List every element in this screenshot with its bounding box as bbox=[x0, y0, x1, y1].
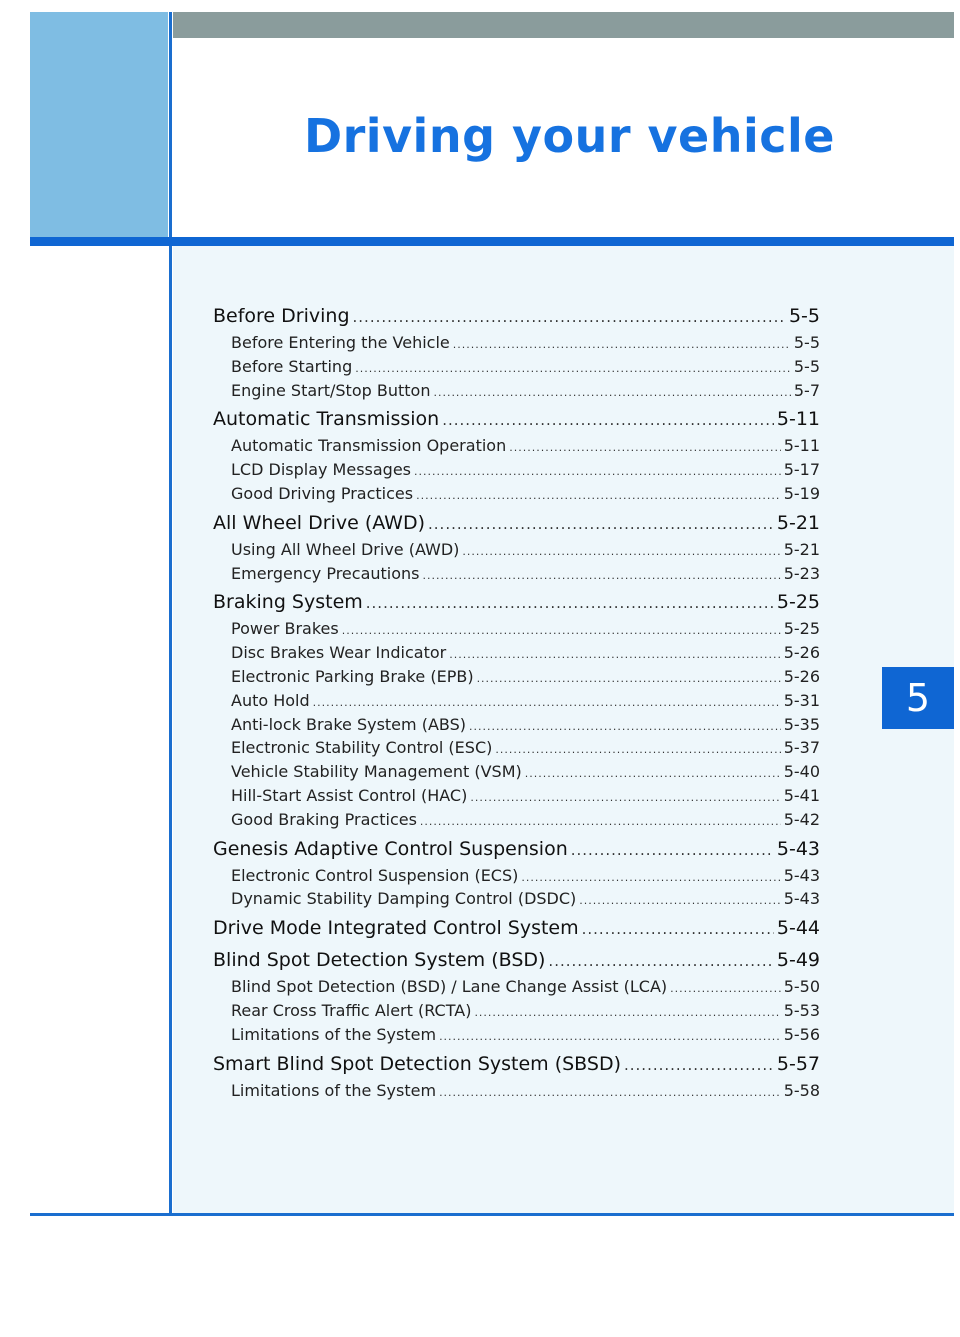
toc-leader-dots bbox=[439, 1025, 781, 1047]
toc-item-entry[interactable] bbox=[213, 736, 820, 760]
toc-leader-dots bbox=[462, 540, 780, 562]
toc-item-entry[interactable] bbox=[213, 562, 820, 586]
toc-item-title: Hill-Start Assist Control (HAC) bbox=[231, 785, 468, 805]
vertical-divider bbox=[169, 12, 172, 1215]
toc-leader-dots bbox=[474, 1001, 780, 1023]
toc-item-entry[interactable] bbox=[213, 760, 820, 784]
toc-section-title: Genesis Adaptive Control Suspension bbox=[213, 837, 568, 860]
toc-item-page: 5-40 bbox=[783, 762, 820, 782]
toc-item-entry[interactable] bbox=[213, 864, 820, 888]
toc-item-title: Before Starting bbox=[231, 356, 353, 376]
toc-section bbox=[213, 945, 820, 1046]
toc-leader-dots bbox=[449, 643, 780, 665]
toc-section-entry[interactable] bbox=[213, 404, 820, 434]
toc-item-title: Vehicle Stability Management (VSM) bbox=[231, 762, 522, 782]
header-gray-bar bbox=[173, 12, 954, 38]
toc-item-page: 5-26 bbox=[783, 666, 820, 686]
toc-item-title: Good Braking Practices bbox=[231, 809, 417, 829]
toc-leader-dots bbox=[366, 588, 774, 617]
toc-item-entry[interactable] bbox=[213, 999, 820, 1023]
toc-leader-dots bbox=[521, 866, 780, 888]
toc-section bbox=[213, 301, 820, 402]
toc-item-page: 5-5 bbox=[793, 356, 820, 376]
toc-item-page: 5-37 bbox=[783, 738, 820, 758]
toc-section bbox=[213, 913, 820, 943]
toc-item-page: 5-43 bbox=[783, 865, 820, 885]
toc-item-page: 5-56 bbox=[783, 1024, 820, 1044]
toc-item-entry[interactable] bbox=[213, 482, 820, 506]
toc-item-page: 5-43 bbox=[783, 889, 820, 909]
toc-item-title: Power Brakes bbox=[231, 619, 339, 639]
toc-section-entry[interactable] bbox=[213, 587, 820, 617]
side-color-block bbox=[30, 12, 168, 238]
toc-section-entry[interactable] bbox=[213, 508, 820, 538]
toc-section-title: All Wheel Drive (AWD) bbox=[213, 511, 426, 534]
toc-section bbox=[213, 587, 820, 831]
toc-leader-dots bbox=[469, 715, 781, 737]
toc-leader-dots bbox=[579, 889, 780, 911]
toc-item-title: LCD Display Messages bbox=[231, 460, 412, 480]
toc-section-page: 5-57 bbox=[776, 1052, 820, 1075]
toc-leader-dots bbox=[313, 691, 781, 713]
toc-section-page: 5-43 bbox=[776, 837, 820, 860]
toc-leader-dots bbox=[582, 914, 774, 943]
toc-leader-dots bbox=[416, 484, 781, 506]
toc-item-title: Automatic Transmission Operation bbox=[231, 436, 507, 456]
toc-section-entry[interactable] bbox=[213, 834, 820, 864]
toc-section-page: 5-5 bbox=[788, 305, 820, 327]
toc-section-title: Before Driving bbox=[213, 305, 350, 327]
toc-section-entry[interactable] bbox=[213, 301, 820, 331]
toc-item-title: Auto Hold bbox=[231, 690, 310, 710]
toc-leader-dots bbox=[670, 977, 781, 999]
toc-leader-dots bbox=[433, 381, 790, 403]
toc-leader-dots bbox=[420, 810, 781, 832]
toc-section-page: 5-44 bbox=[776, 917, 820, 940]
chapter-tab[interactable] bbox=[882, 667, 954, 729]
toc-item-page: 5-23 bbox=[783, 563, 820, 583]
toc-section-page: 5-21 bbox=[776, 511, 820, 534]
toc-section-title: Drive Mode Integrated Control System bbox=[213, 917, 579, 940]
toc-leader-dots bbox=[439, 1081, 781, 1103]
toc-item-entry[interactable] bbox=[213, 713, 820, 737]
toc-item-entry[interactable] bbox=[213, 355, 820, 379]
toc-item-entry[interactable] bbox=[213, 887, 820, 911]
toc-item-entry[interactable] bbox=[213, 538, 820, 562]
table-of-contents bbox=[213, 301, 820, 1104]
toc-section-title: Automatic Transmission bbox=[213, 408, 440, 431]
toc-leader-dots bbox=[509, 436, 780, 458]
toc-item-title: Disc Brakes Wear Indicator bbox=[231, 643, 447, 663]
toc-item-page: 5-17 bbox=[783, 460, 820, 480]
toc-leader-dots bbox=[470, 786, 780, 808]
toc-item-title: Limitations of the System bbox=[231, 1080, 437, 1100]
toc-item-page: 5-19 bbox=[783, 483, 820, 503]
toc-item-page: 5-5 bbox=[793, 333, 820, 352]
toc-item-entry[interactable] bbox=[213, 331, 820, 355]
toc-leader-dots bbox=[342, 619, 781, 641]
toc-section-title: Braking System bbox=[213, 591, 363, 614]
toc-section-entry[interactable] bbox=[213, 913, 820, 943]
toc-item-page: 5-53 bbox=[783, 1000, 820, 1020]
toc-leader-dots bbox=[442, 405, 774, 434]
toc-leader-dots bbox=[453, 333, 791, 355]
chapter-title: Driving your vehicle bbox=[303, 109, 835, 163]
toc-section bbox=[213, 834, 820, 912]
toc-item-title: Rear Cross Traffic Alert (RCTA) bbox=[231, 1000, 472, 1020]
toc-leader-dots bbox=[548, 946, 773, 975]
toc-section bbox=[213, 1049, 820, 1103]
header-blue-band bbox=[30, 237, 954, 246]
toc-item-title: Using All Wheel Drive (AWD) bbox=[231, 539, 460, 559]
toc-item-title: Before Entering the Vehicle bbox=[231, 333, 450, 352]
toc-item-title: Electronic Control Suspension (ECS) bbox=[231, 865, 519, 885]
toc-section bbox=[213, 508, 820, 586]
toc-item-title: Emergency Precautions bbox=[231, 563, 420, 583]
toc-section-page: 5-11 bbox=[776, 408, 820, 431]
toc-item-title: Anti-lock Brake System (ABS) bbox=[231, 714, 466, 734]
toc-leader-dots bbox=[624, 1050, 774, 1079]
toc-item-entry[interactable] bbox=[213, 458, 820, 482]
toc-item-page: 5-50 bbox=[783, 977, 820, 997]
toc-item-title: Electronic Stability Control (ESC) bbox=[231, 738, 493, 758]
toc-item-title: Engine Start/Stop Button bbox=[231, 380, 431, 400]
toc-item-title: Limitations of the System bbox=[231, 1024, 437, 1044]
toc-section-entry[interactable] bbox=[213, 1049, 820, 1079]
toc-section bbox=[213, 404, 820, 505]
toc-item-entry[interactable] bbox=[213, 1079, 820, 1103]
toc-section-entry[interactable] bbox=[213, 945, 820, 975]
toc-item-entry[interactable] bbox=[213, 617, 820, 641]
toc-leader-dots bbox=[414, 460, 781, 482]
toc-item-page: 5-41 bbox=[783, 785, 820, 805]
toc-item-entry[interactable] bbox=[213, 689, 820, 713]
toc-item-entry[interactable] bbox=[213, 434, 820, 458]
toc-item-page: 5-11 bbox=[783, 436, 820, 456]
toc-item-title: Dynamic Stability Damping Control (DSDC) bbox=[231, 889, 577, 909]
toc-leader-dots bbox=[571, 835, 774, 864]
toc-item-entry[interactable] bbox=[213, 1023, 820, 1047]
toc-leader-dots bbox=[428, 509, 774, 538]
toc-leader-dots bbox=[477, 667, 781, 689]
toc-section-page: 5-25 bbox=[776, 591, 820, 614]
toc-item-title: Blind Spot Detection (BSD) / Lane Change Assist (LCA) bbox=[231, 977, 668, 997]
toc-section-title: Blind Spot Detection System (BSD) bbox=[213, 949, 546, 972]
toc-leader-dots bbox=[525, 762, 781, 784]
toc-item-page: 5-42 bbox=[783, 809, 820, 829]
toc-leader-dots bbox=[355, 357, 791, 379]
toc-item-page: 5-25 bbox=[783, 619, 820, 639]
toc-item-page: 5-31 bbox=[783, 690, 820, 710]
toc-section-title: Smart Blind Spot Detection System (SBSD) bbox=[213, 1052, 621, 1075]
toc-item-page: 5-58 bbox=[783, 1080, 820, 1100]
footer-divider bbox=[30, 1213, 954, 1216]
toc-item-entry[interactable] bbox=[213, 784, 820, 808]
chapter-number: 5 bbox=[905, 676, 931, 720]
toc-leader-dots bbox=[495, 738, 780, 760]
toc-item-entry[interactable] bbox=[213, 665, 820, 689]
toc-item-title: Good Driving Practices bbox=[231, 483, 414, 503]
toc-item-page: 5-7 bbox=[793, 380, 820, 400]
toc-item-entry[interactable] bbox=[213, 808, 820, 832]
toc-item-entry[interactable] bbox=[213, 641, 820, 665]
toc-item-title: Electronic Parking Brake (EPB) bbox=[231, 666, 474, 686]
toc-item-entry[interactable] bbox=[213, 975, 820, 999]
toc-leader-dots bbox=[423, 564, 781, 586]
toc-item-page: 5-35 bbox=[783, 714, 820, 734]
toc-leader-dots bbox=[353, 302, 786, 331]
toc-item-page: 5-26 bbox=[783, 643, 820, 663]
toc-item-page: 5-21 bbox=[783, 539, 820, 559]
toc-item-entry[interactable] bbox=[213, 379, 820, 403]
toc-section-page: 5-49 bbox=[776, 949, 820, 972]
